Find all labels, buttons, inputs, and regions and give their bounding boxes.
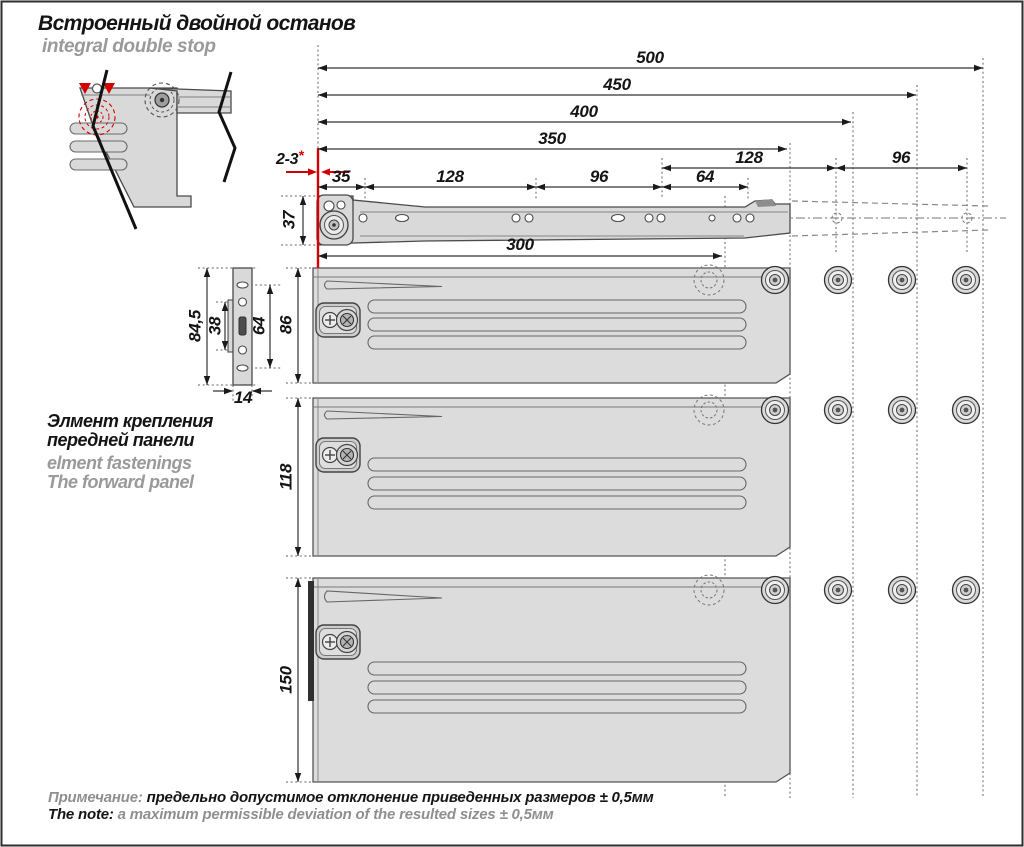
dim-fastener-overall-84-5: 84,5 xyxy=(185,310,205,342)
dim-overall-400: 400 xyxy=(570,102,598,121)
note-en-label: The note: xyxy=(48,806,114,823)
dim-spacing-64: 64 xyxy=(695,167,715,186)
dim-spacing-128: 128 xyxy=(436,167,464,186)
drawer-profiles xyxy=(308,265,980,782)
dim-fastener-outer-64: 64 xyxy=(249,316,269,336)
dim-front-gap xyxy=(276,147,304,168)
dim-profile-height-118: 118 xyxy=(276,463,296,491)
dim-spacing-upper-96: 96 xyxy=(891,148,911,167)
dim-fastener-width-14: 14 xyxy=(233,388,253,407)
front-gap-value: 2-3 xyxy=(276,151,299,168)
fastener-label-en-1: elment fastenings xyxy=(47,453,192,473)
fastener-label-ru-2: передней панели xyxy=(47,430,195,450)
drawer-side-profile xyxy=(308,575,980,782)
dim-rail-length-300: 300 xyxy=(506,235,534,254)
note-line-en xyxy=(48,807,554,822)
page-title-ru: Встроенный двойной останов xyxy=(38,12,356,35)
front-panel-fastener-drawing xyxy=(228,268,252,385)
double-stop-detail-drawing xyxy=(70,70,235,229)
drawer-side-profile xyxy=(313,265,980,383)
page-title-en: integral double stop xyxy=(42,36,216,57)
dim-overall-350: 350 xyxy=(538,129,566,148)
dim-spacing-96: 96 xyxy=(589,167,609,186)
dim-fastener-inner-38: 38 xyxy=(205,316,225,336)
dim-spacing-upper-128: 128 xyxy=(735,148,763,167)
front-gap-asterisk: * xyxy=(298,147,304,163)
note-ru-label: Примечание: xyxy=(48,789,143,806)
dim-rail-height-37: 37 xyxy=(279,210,299,230)
dim-profile-height-86: 86 xyxy=(276,315,296,335)
note-ru-text: предельно допустимое отклонение приведенных размеров ± 0,5мм xyxy=(142,789,654,806)
drawer-side-profile xyxy=(313,395,980,556)
rail-side-view xyxy=(317,195,988,245)
fastener-label-ru-1: Элмент крепления xyxy=(47,411,213,431)
dim-overall-500: 500 xyxy=(636,48,664,67)
note-line-ru xyxy=(48,790,654,805)
fastener-label-en-2: The forward panel xyxy=(47,472,194,492)
note-en-text: a maximum permissible deviation of the resulted sizes ± 0,5мм xyxy=(113,806,554,823)
dim-overall-450: 450 xyxy=(603,75,631,94)
dim-spacing-35: 35 xyxy=(331,167,351,186)
dim-profile-height-150: 150 xyxy=(276,666,296,694)
